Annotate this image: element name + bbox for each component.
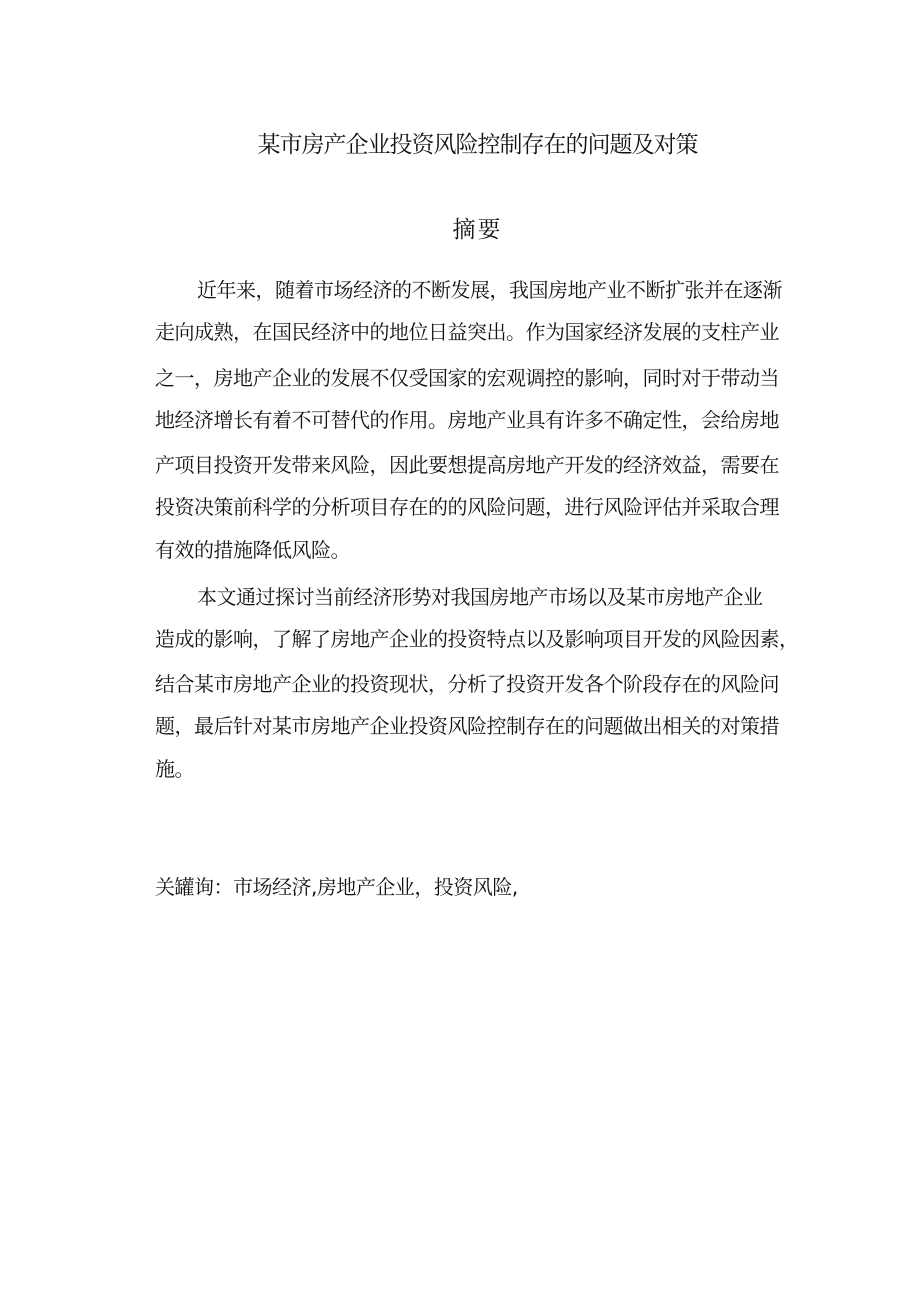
document-title: 某市房产企业投资风险控制存在的问题及对策: [257, 132, 698, 158]
keywords-line: 关罐询：市场经济,房地产企业，投资风险,: [155, 875, 518, 899]
paragraph-line: 结合某市房地产企业的投资现状，分析了投资开发各个阶段存在的风险问: [155, 672, 779, 696]
paragraph-line: 近年来，随着市场经济的不断发展，我国房地产业不断扩张并在逐渐: [197, 278, 782, 302]
paragraph-line: 走向成熟，在国民经济中的地位日益突出。作为国家经济发展的支柱产业: [155, 320, 779, 344]
paragraph-line: 之一，房地产企业的发展不仅受国家的宏观调控的影响，同时对于带动当: [155, 366, 779, 390]
paragraph-line: 造成的影响，了解了房地产企业的投资特点以及影响项目开发的风险因素，: [155, 627, 799, 651]
paragraph-line: 题，最后针对某市房地产企业投资风险控制存在的问题做出相关的对策措: [155, 714, 779, 738]
paragraph-line: 投资决策前科学的分析项目存在的的风险问题，进行风险评估并采取合理: [155, 495, 779, 519]
paragraph-line: 有效的措施降低风险。: [155, 538, 350, 562]
paragraph-line: 本文通过探讨当前经济形势对我国房地产市场以及某市房地产企业: [197, 585, 763, 609]
abstract-heading: 摘要: [452, 217, 503, 243]
paragraph-line: 施。: [155, 757, 194, 781]
paragraph-line: 地经济增长有着不可替代的作用。房地产业具有许多不确定性，会给房地: [155, 408, 779, 432]
paragraph-line: 产项目投资开发带来风险，因此要想提高房地产开发的经济效益，需要在: [155, 453, 779, 477]
